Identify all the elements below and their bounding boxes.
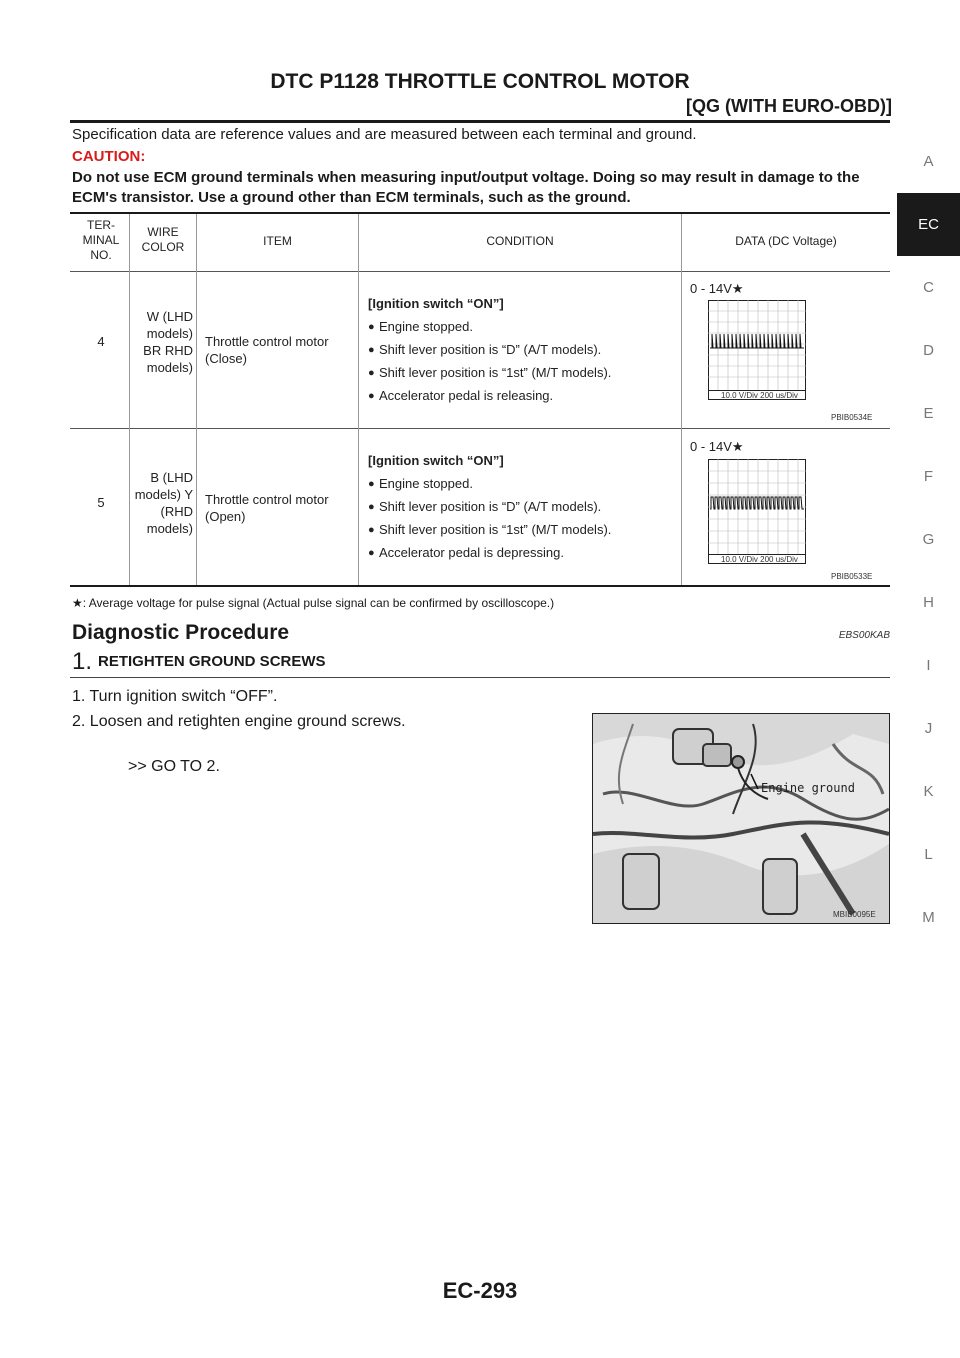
page-number: EC-293 [442, 1278, 518, 1303]
table-bottom-rule [70, 585, 890, 587]
list-item: ● Shift lever position is “D” (A/T models). [368, 342, 678, 358]
oscilloscope-waveform-icon [708, 459, 806, 564]
header-rule [70, 120, 890, 123]
tab-e[interactable]: E [923, 405, 934, 422]
tab-c[interactable]: C [923, 279, 934, 296]
table-col-divider [681, 214, 682, 585]
th-terminal: TER-MINAL NO. [82, 218, 120, 262]
row2-voltage-value: 0 - 14V [690, 439, 732, 454]
row1-condition-list [368, 319, 678, 404]
star-icon: ★ [731, 281, 744, 296]
tab-a[interactable]: A [923, 153, 934, 170]
row2-scope-scale: 10.0 V/Div 200 us/Div [721, 555, 798, 564]
table-col-divider [358, 214, 359, 585]
th-item: ITEM [263, 234, 292, 248]
photo-figure-code: MBIB0095E [833, 910, 876, 919]
oscilloscope-waveform-icon [708, 300, 806, 400]
row2-wire-color: B (LHD models) Y (RHD models) [134, 470, 193, 536]
list-item: ● Accelerator pedal is depressing. [368, 545, 678, 561]
step-number: 1. [72, 648, 93, 675]
row1-item: Throttle control motor (Close) [205, 334, 329, 366]
tab-k[interactable]: K [923, 783, 934, 800]
engine-photo-icon [593, 714, 889, 923]
goto-link[interactable]: >> GO TO 2. [128, 758, 220, 775]
row1-scope-scale: 10.0 V/Div 200 us/Div [721, 391, 798, 400]
tab-f[interactable]: F [923, 468, 934, 485]
spec-note: Specification data are reference values and are measured between each terminal and ground. [72, 126, 697, 143]
caution-label: CAUTION: [72, 148, 146, 165]
tab-h[interactable]: H [923, 594, 934, 611]
table-col-divider [196, 214, 197, 585]
row1-oscilloscope-figure [708, 300, 806, 400]
row2-figure-code: PBIB0533E [831, 572, 873, 581]
row2-voltage [690, 438, 744, 455]
table-header-rule [70, 271, 890, 272]
step-heading [72, 648, 326, 676]
page-subtitle: [QG (WITH EURO-OBD)] [686, 96, 892, 116]
row2-item: Throttle control motor (Open) [205, 492, 329, 524]
list-item: ● Accelerator pedal is releasing. [368, 388, 678, 404]
row2-condition-list [368, 476, 678, 561]
row1-terminal: 4 [97, 334, 105, 349]
tab-i[interactable]: I [926, 657, 931, 674]
footnote-text: : Average voltage for pulse signal (Actual pulse signal can be confirmed by oscilloscope.) [82, 596, 555, 610]
row2-oscilloscope-figure [708, 459, 806, 564]
section-index-tabs [897, 130, 960, 949]
row1-condition [368, 295, 678, 404]
engine-ground-label: Engine ground [761, 781, 855, 795]
table-row-rule [70, 428, 890, 429]
step-rule [70, 677, 890, 678]
tab-m[interactable]: M [922, 909, 935, 926]
list-item: ● Engine stopped. [368, 476, 678, 492]
star-icon: ★ [72, 596, 83, 610]
step-line-2: 2. Loosen and retighten engine ground screws. [72, 713, 406, 730]
section-code: EBS00KAB [838, 630, 890, 641]
list-item: ● Engine stopped. [368, 319, 678, 335]
section-title: Diagnostic Procedure [72, 621, 290, 644]
row1-voltage [690, 280, 744, 297]
list-item: ● Shift lever position is “1st” (M/T models). [368, 365, 678, 381]
row2-terminal: 5 [97, 495, 105, 510]
footnote [72, 596, 554, 611]
tab-j[interactable]: J [924, 720, 933, 737]
caution-text: Do not use ECM ground terminals when measuring input/output voltage. Doing so may result in damage to the ECM's transistor. Use a ground other than ECM terminals, such as the ground. [72, 169, 860, 206]
row2-condition-title: [Ignition switch “ON”] [368, 453, 504, 468]
row2-condition [368, 452, 678, 561]
tab-d[interactable]: D [923, 342, 934, 359]
engine-ground-photo [592, 713, 890, 924]
step-line-1: 1. Turn ignition switch “OFF”. [72, 688, 278, 705]
row1-figure-code: PBIB0534E [831, 413, 873, 422]
table-top-rule [70, 212, 890, 214]
th-wire-color: WIRE COLOR [141, 225, 185, 254]
tab-g[interactable]: G [922, 531, 935, 548]
tab-l[interactable]: L [924, 846, 933, 863]
star-icon: ★ [731, 439, 744, 454]
row1-wire-color: W (LHD models) BR RHD models) [143, 309, 193, 375]
row1-condition-title: [Ignition switch “ON”] [368, 296, 504, 311]
table-col-divider [129, 214, 130, 585]
page-title: DTC P1128 THROTTLE CONTROL MOTOR [270, 70, 690, 93]
list-item: ● Shift lever position is “1st” (M/T models). [368, 522, 678, 538]
th-condition: CONDITION [486, 234, 554, 248]
row1-voltage-value: 0 - 14V [690, 281, 732, 296]
th-data: DATA (DC Voltage) [735, 234, 837, 248]
tab-ec[interactable]: EC [897, 193, 960, 256]
step-title: RETIGHTEN GROUND SCREWS [98, 653, 326, 670]
list-item: ● Shift lever position is “D” (A/T models). [368, 499, 678, 515]
